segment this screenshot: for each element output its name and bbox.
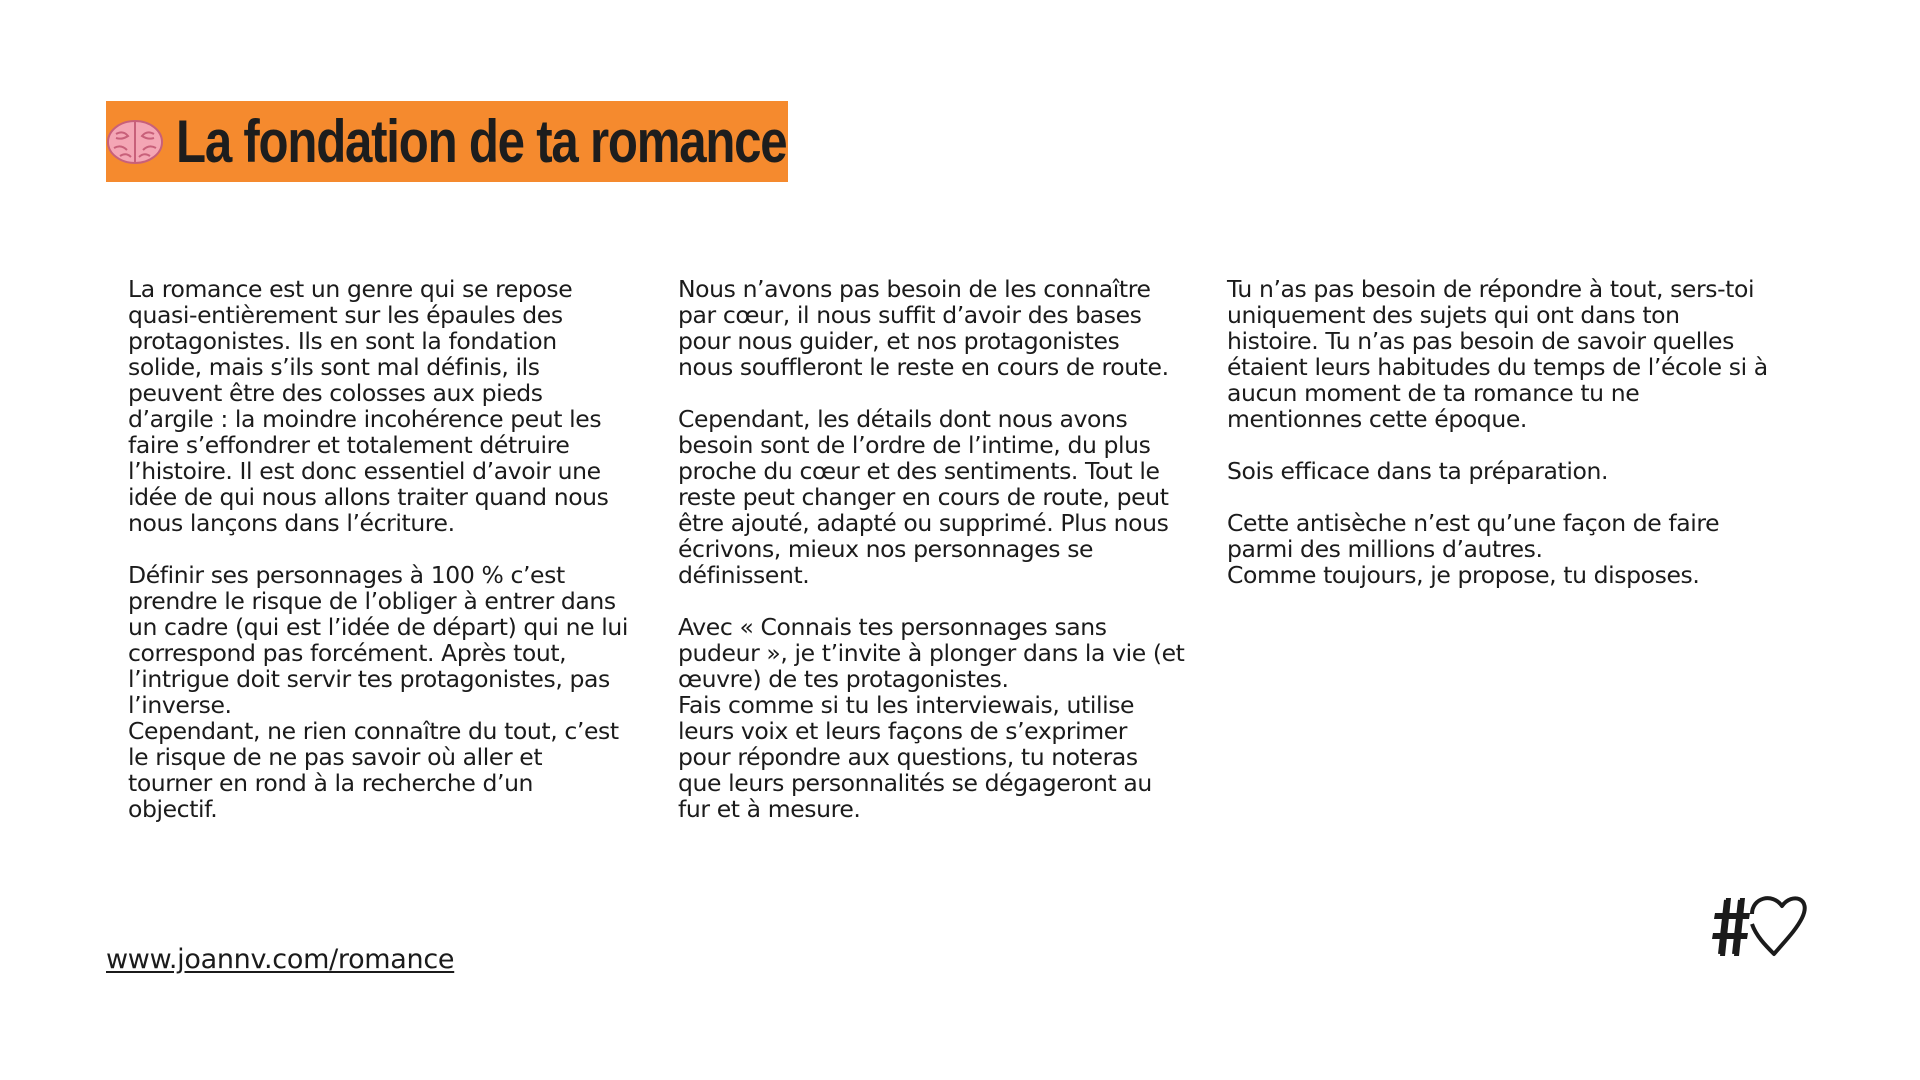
page-title: La fondation de ta romance <box>176 107 787 175</box>
paragraph: Définir ses personnages à 100 % c’est prendre le risque de l’obliger à entrer dans un cadre (qui est l’idée de départ) qui ne lui correspond pas forcément. Après tout, l’intrigue doit servir tes protagonistes, pas l’inverse. <box>128 561 629 719</box>
paragraph: Cependant, les détails dont nous avons besoin sont de l’ordre de l’intime, du plus proche du cœur et des sentiments. Tout le reste peut changer en cours de route, peut être ajouté, adapté ou supprimé. Plus nous écrivons, mieux nos personnages se définissent. <box>678 405 1169 589</box>
column-2 <box>678 276 1198 848</box>
column-3 <box>1227 276 1797 614</box>
paragraph: Sois efficace dans ta préparation. <box>1227 457 1609 485</box>
paragraph: Cette antisèche n’est qu’une façon de faire parmi des millions d’autres. <box>1227 509 1720 563</box>
paragraph: Tu n’as pas besoin de répondre à tout, sers-toi uniquement des sujets qui ont dans ton histoire. Tu n’as pas besoin de savoir quelles étaient leurs habitudes du temps de l’école si à aucun moment de ta romance tu ne mentionnes cette époque. <box>1227 275 1768 433</box>
paragraph: Nous n’avons pas besoin de les connaître par cœur, il nous suffit d’avoir des bases pour nous guider, et nos protagonistes nous souffleront le reste en cours de route. <box>678 275 1169 381</box>
paragraph: Fais comme si tu les interviewais, utilise leurs voix et leurs façons de s’exprimer pour répondre aux questions, tu noteras que leurs personnalités se dégageront au fur et à mesure. <box>678 691 1152 823</box>
title-banner <box>106 101 788 182</box>
paragraph: La romance est un genre qui se repose quasi-entièrement sur les épaules des protagonistes. Ils en sont la fondation solide, mais s’ils sont mal définis, ils peuvent être des colosses aux pieds d’argile : la moindre incohérence peut les faire s’effondrer et totalement détruire l’histoire. Il est donc essentiel d’avoir une idée de qui nous allons traiter quand nous nous lançons dans l’écriture. <box>128 275 609 537</box>
hashtag-heart-icon <box>1712 888 1808 960</box>
column-1 <box>128 276 648 848</box>
website-link[interactable]: www.joannv.com/romance <box>106 944 455 975</box>
paragraph: Avec « Connais tes personnages sans pudeur », je t’invite à plonger dans la vie (et œuvre) de tes protagonistes. <box>678 613 1185 693</box>
brain-icon <box>106 118 164 166</box>
paragraph: Cependant, ne rien connaître du tout, c’est le risque de ne pas savoir où aller et tourner en rond à la recherche d’un objectif. <box>128 717 619 823</box>
paragraph: Comme toujours, je propose, tu disposes. <box>1227 561 1700 589</box>
